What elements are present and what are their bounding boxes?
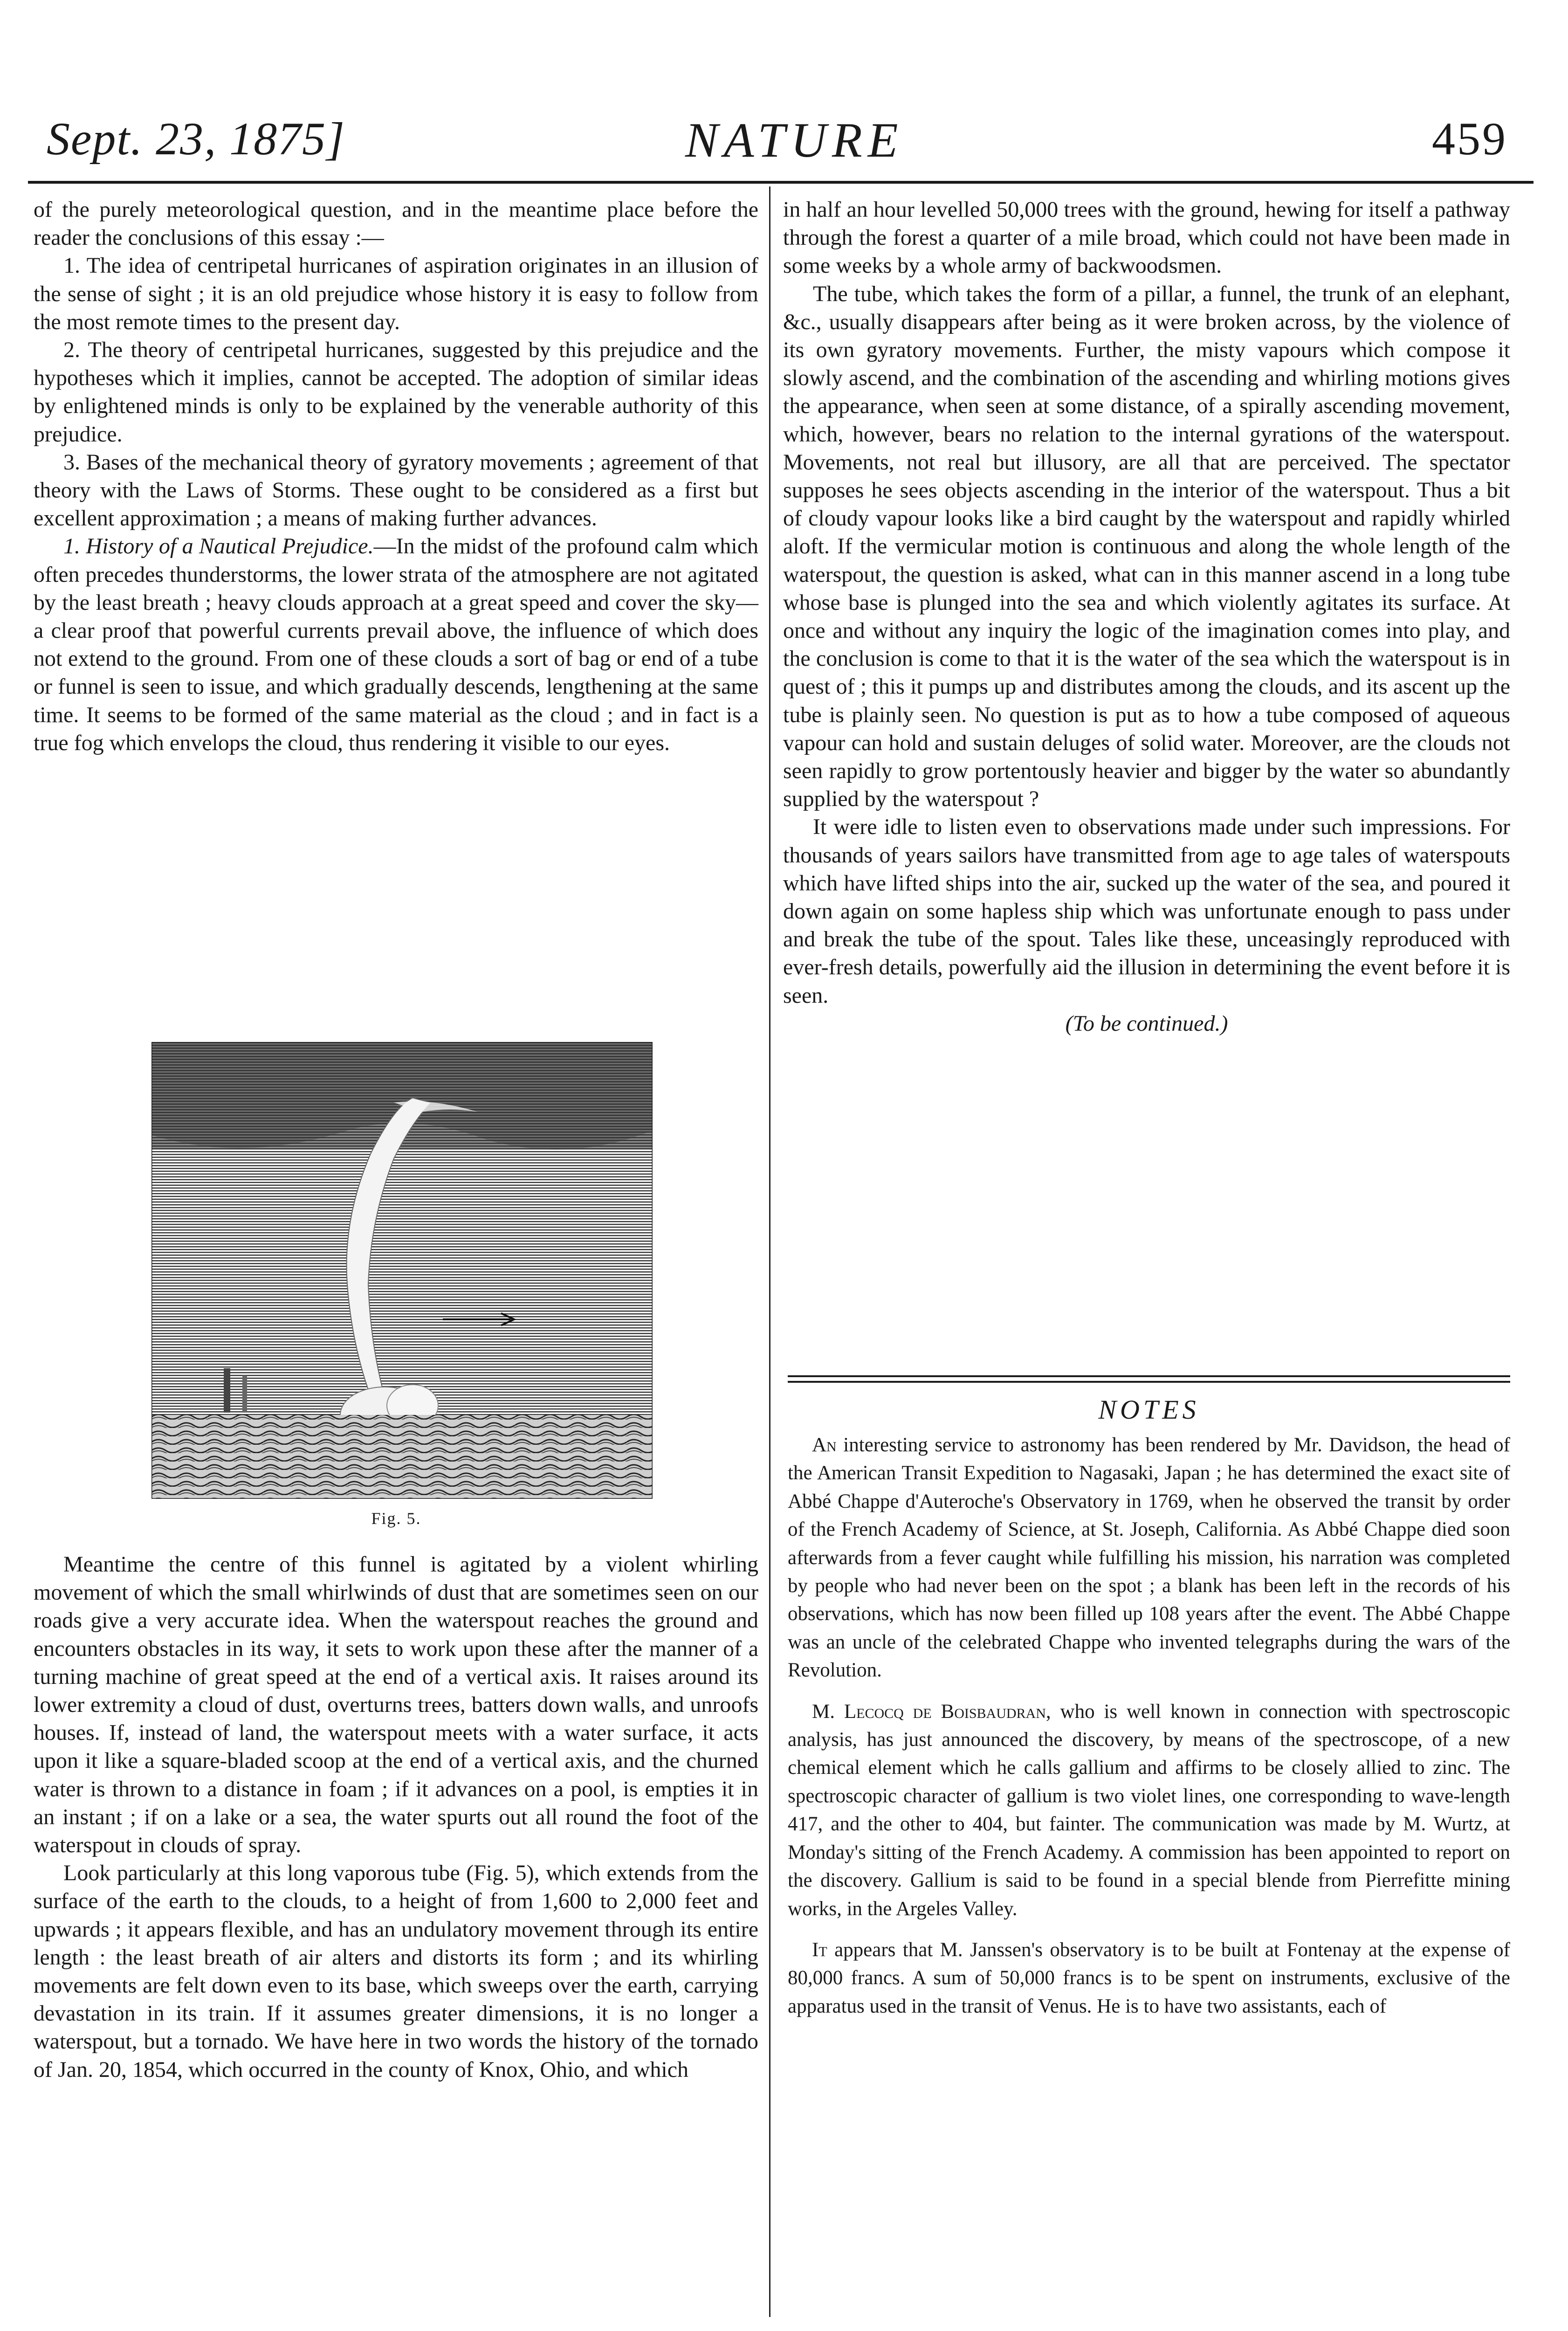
to-be-continued: (To be continued.) xyxy=(1065,1011,1228,1036)
header-date: Sept. 23, 1875] xyxy=(47,113,346,165)
paragraph: The tube, which takes the form of a pillar, a funnel, the trunk of an elephant, &c., usually disappears after being as it were broken across, by the violence of its own gyratory movements. Further, the misty vapours which compose it slowly ascend, and the combination of the ascending and whirling motions gives the appearance, when seen at some distance, of a spirally ascending movement, which, however, bears no relation to the internal gyrations of the waterspout. Movements, not real but illusory, are all that are perceived. The spectator supposes he sees objects ascending in the interior of the waterspout. Thus a bit of cloudy vapour looks like a bird caught by the waterspout and rapidly whirled aloft. If the vermicular motion is continuous and along the whole length of the waterspout, the question is asked, what can in this manner ascend in a long tube whose base is plunged into the sea and which violently agitates its surface. At once and without any inquiry the logic of the imagination comes into play, and the conclusion is come to that it is the water of the sea which the waterspout is in quest of ; this it pumps up and distributes among the clouds, and its ascent up the tube is plainly seen. No question is put as to how a tube composed of aqueous vapour can hold and sustain deluges of solid water. Moreover, are the clouds not seen rapidly to grow portentously heavier and bigger by the water so abundantly supplied by the waterspout ? xyxy=(783,281,1510,812)
notes-heading: NOTES xyxy=(1098,1394,1200,1425)
note-text: interesting service to astronomy has been rendered by Mr. Davidson, the head of the American Transit Expedition to Nagasaki, Japan ; he has determined the exact site of Abbé Chappe d'Auteroche's Observatory in 1769, when he observed the transit by order of the French Academy of Science, at St. Joseph, California. As Abbé Chappe died soon afterwards from a fever caught while fulfilling his mission, his narration was completed by people who had never been on the spot ; a blank has been left in the records of his observations, which has now been filled up 108 years after the event. The Abbé Chappe was an uncle of the celebrated Chappe who invented telegraphs during the wars of the Revolution. xyxy=(788,1434,1510,1682)
waterspout-engraving xyxy=(151,1042,653,1499)
history-paragraph xyxy=(34,532,758,757)
paragraph: Look particularly at this long vaporous tube (Fig. 5), which extends from the surface of the earth to the clouds, to a height of from 1,600 to 2,000 feet and upwards ; it appears flexible, and has an undulatory movement through its entire length : the least breath of air alters and distorts its form ; and its whirling movements are felt down even to its base, which sweeps over the earth, carrying devastation in its train. If it assumes greater dimensions, it is no longer a waterspout, but a tornado. We have here in two words the history of the tornado of Jan. 20, 1854, which occurred in the county of Knox, Ohio, and which xyxy=(34,1861,758,2082)
notes-rule-top xyxy=(788,1375,1510,1377)
paragraph: in half an hour levelled 50,000 trees with the ground, hewing for itself a pathway through the forest a quarter of a mile broad, which could not have been made in some weeks by a whole army of backwoodsmen. xyxy=(783,197,1510,278)
notes-section xyxy=(788,1431,1510,2034)
paragraph: It were idle to listen even to observations made under such impressions. For thousands of years sailors have transmitted from age to age tales of waterspouts which have lifted ships into the air, sucked up the water of the sea, and poured it down again on some hapless ship which was unfortunate enough to pass under and break the tube of the spout. Tales like these, unceasingly reproduced with ever-fresh details, powerfully aid the illusion in determining the event before it is seen. xyxy=(783,814,1510,1008)
notes-rule-bottom xyxy=(788,1381,1510,1383)
note-item xyxy=(788,1698,1510,1923)
section-heading: 1. History of a Nautical Prejudice. xyxy=(63,534,374,559)
note-lead: An xyxy=(812,1434,837,1456)
note-item xyxy=(788,1936,1510,2021)
conclusion-3: 3. Bases of the mechanical theory of gyratory movements ; agreement of that theory with the Laws of Storms. These ought to be considered as a first but excellent approximation ; a means of making further advances. xyxy=(34,449,758,531)
sea-waves xyxy=(151,1415,653,1499)
left-column-top xyxy=(34,196,758,757)
right-column-top xyxy=(783,196,1510,1038)
waterspout-illustration xyxy=(151,1042,653,1499)
note-text: who is well known in connection with spectroscopic analysis, has just announced the discovery, by means of the spectroscope, of a new chemical element which he calls gallium and affirms to be closely allied to zinc. The spectroscopic character of gallium is two violet lines, one corresponding to wave-length 417, and the other to 404, but fainter. The communication was made by M. Wurtz, at Monday's sitting of the French Academy. A commission has been appointed to report on the discovery. Gallium is said to be found in a special blende from Pierrefitte mining works, in the Argeles Valley. xyxy=(788,1700,1511,1920)
left-column-bottom xyxy=(34,1551,758,2084)
figure-caption: Fig. 5. xyxy=(371,1509,421,1528)
note-lead: It xyxy=(812,1938,827,1961)
conclusion-2: 2. The theory of centripetal hurricanes, suggested by this prejudice and the hypotheses which it implies, cannot be accepted. The adoption of similar ideas by enlightened minds is only to be explained by the venerable authority of this prejudice. xyxy=(34,338,758,447)
header-rule xyxy=(28,181,1534,184)
running-header xyxy=(47,107,1521,172)
journal-title: NATURE xyxy=(685,113,904,167)
paragraph: Meantime the centre of this funnel is agitated by a violent whirling movement of which the small whirlwinds of dust that are sometimes seen on our roads give a very accurate idea. When the waterspout reaches the ground and encounters obstacles in its way, it sets to work upon these after the manner of a turning machine of great speed at the end of a vertical axis. It raises around its lower extremity a cloud of dust, overturns trees, batters down walls, and unroofs houses. If, instead of land, the waterspout meets with a water surface, it acts upon it like a square-bladed scoop at the end of a vertical axis, and the churned water is thrown to a distance in foam ; if it advances on a pool, is empties it in an instant ; if on a lake or a sea, the water spurts out all round the foot of the waterspout in clouds of spray. xyxy=(34,1552,758,1858)
distant-ship xyxy=(242,1375,247,1413)
note-item xyxy=(788,1431,1510,1685)
note-lead: M. Lecocq de Boisbaudran, xyxy=(812,1700,1051,1723)
paragraph: of the purely meteorological question, and in the meantime place before the reader the conclusions of this essay :— xyxy=(34,197,758,250)
note-text: appears that M. Janssen's observatory is to be built at Fontenay at the expense of 80,000 francs. A sum of 50,000 francs is to be spent on instruments, exclusive of the apparatus used in the transit of Venus. He is to have two assistants, each of xyxy=(788,1938,1510,2017)
page-number: 459 xyxy=(1432,113,1507,165)
distant-ship xyxy=(224,1368,230,1413)
history-text: —In the midst of the profound calm which often precedes thunderstorms, the lower strata of the atmosphere are not agitated by the least breath ; heavy clouds approach at a great speed and cover the sky—a clear proof that powerful currents prevail above, the influence of which does not extend to the ground. From one of these clouds a sort of bag or end of a tube or funnel is seen to issue, and which gradually descends, lengthening at the same time. It seems to be formed of the same material as the cloud ; and in fact is a true fog which envelops the cloud, thus rendering it visible to our eyes. xyxy=(34,534,759,755)
column-rule xyxy=(769,186,770,2317)
conclusion-1: 1. The idea of centripetal hurricanes of aspiration originates in an illusion of the sense of sight ; it is an old prejudice whose history it is easy to follow from the most remote times to the present day. xyxy=(34,253,758,334)
